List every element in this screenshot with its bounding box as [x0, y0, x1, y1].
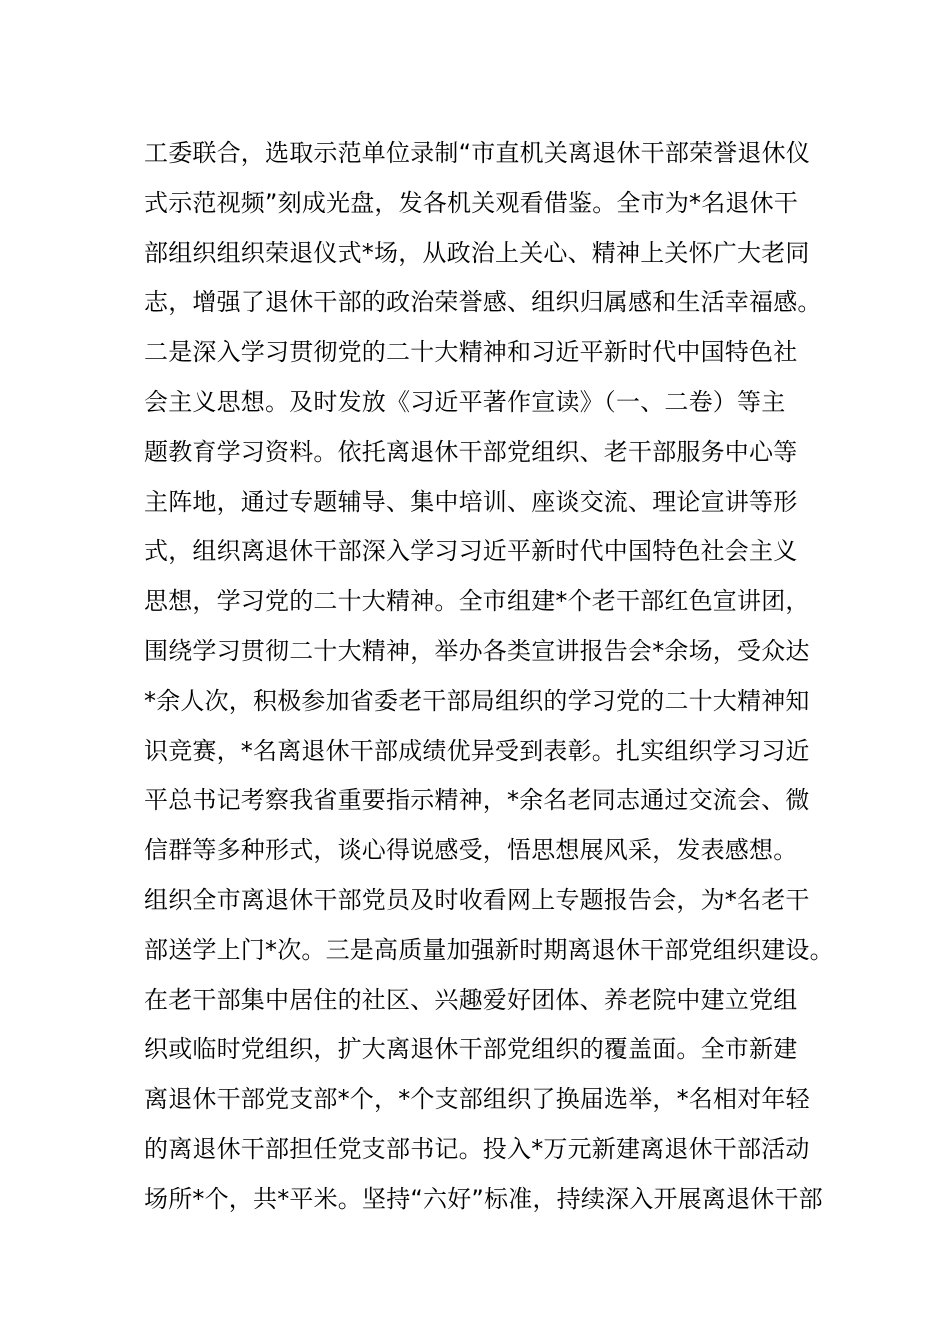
text-line: 平总书记考察我省重要指示精神，*余名老同志通过交流会、微: [144, 786, 810, 815]
text-line: 会主义思想。及时发放《习近平著作宣读》（一、二卷）等主: [144, 387, 786, 416]
text-line: 部组织组织荣退仪式*场，从政治上关心、精神上关怀广大老同: [144, 238, 810, 267]
text-line: 信群等多种形式，谈心得说感受，悟思想展风采，发表感想。: [144, 836, 798, 865]
text-line: 的离退休干部担任党支部书记。投入*万元新建离退休干部活动: [144, 1134, 810, 1163]
text-line: 部送学上门*次。三是高质量加强新时期离退休干部党组织建设。: [144, 935, 834, 964]
text-line: 织或临时党组织，扩大离退休干部党组织的覆盖面。全市新建: [144, 1035, 798, 1064]
text-line: 主阵地，通过专题辅导、集中培训、座谈交流、理论宣讲等形: [144, 487, 798, 516]
text-line: 式，组织离退休干部深入学习习近平新时代中国特色社会主义: [144, 537, 798, 566]
text-line: *余人次，积极参加省委老干部局组织的学习党的二十大精神知: [144, 686, 810, 715]
text-line: 组织全市离退休干部党员及时收看网上专题报告会，为*名老干: [144, 885, 810, 914]
body-text: [144, 129, 834, 1225]
text-line: 题教育学习资料。依托离退休干部党组织、老干部服务中心等: [144, 437, 798, 466]
text-line: 围绕学习贯彻二十大精神，举办各类宣讲报告会*余场，受众达: [144, 636, 810, 665]
text-line: 离退休干部党支部*个，*个支部组织了换届选举，*名相对年轻: [144, 1085, 810, 1114]
text-line: 场所*个，共*平米。坚持“六好”标准，持续深入开展离退休干部: [144, 1184, 823, 1213]
text-line: 思想，学习党的二十大精神。全市组建*个老干部红色宣讲团，: [144, 587, 810, 616]
text-line: 志，增强了退休干部的政治荣誉感、组织归属感和生活幸福感。: [144, 288, 822, 317]
text-line: 式示范视频”刻成光盘，发各机关观看借鉴。全市为*名退休干: [144, 188, 799, 217]
text-line: 在老干部集中居住的社区、兴趣爱好团体、养老院中建立党组: [144, 985, 798, 1014]
text-line: 二是深入学习贯彻党的二十大精神和习近平新时代中国特色社: [144, 338, 798, 367]
text-line: 识竞赛，*名离退休干部成绩优异受到表彰。扎实组织学习习近: [144, 736, 810, 765]
text-line: 工委联合，选取示范单位录制“市直机关离退休干部荣誉退休仪: [144, 139, 811, 167]
